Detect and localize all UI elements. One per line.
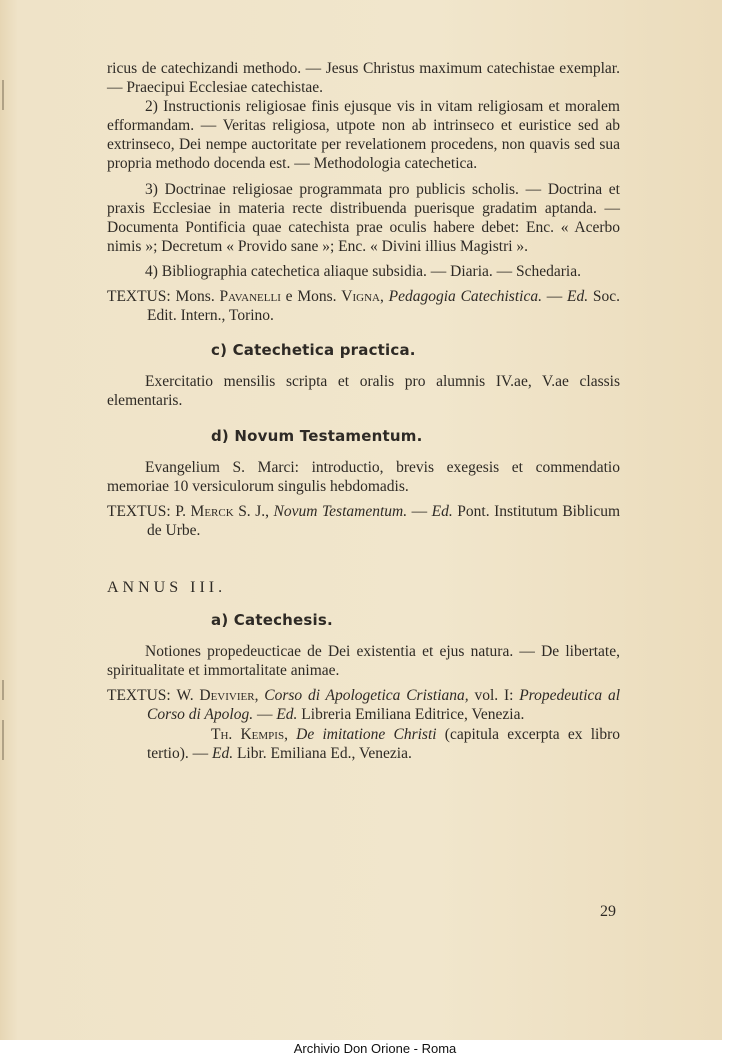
page-edge-mark <box>2 80 4 110</box>
section-heading-a: a) Catechesis. <box>211 611 333 630</box>
paragraph-1-continued: ricus de catechizandi methodo. — Jesus Christus maximum catechistae exemplar. — Praecipui Ecclesiae catechistae. <box>107 60 620 97</box>
year-heading: ANNUS III. <box>107 578 227 596</box>
paragraph-item-4: 4) Bibliographia catechetica aliaque subsidia. — Diaria. — Schedaria. <box>145 262 581 280</box>
paragraph-item-2: 2) Instructionis religiosae finis ejusque vis in vitam religiosam et moralem efformandam. — Veritas religiosa, utpote non ab intrinseco et euristice sed ab extrinseco, Dei nempe auctoritate per revelationem procedens, non quavis sed sua propria methodo docenda est. — Methodologia catechetica. <box>107 98 620 173</box>
section-heading-d: d) Novum Testamentum. <box>211 426 423 445</box>
page-number: 29 <box>600 903 616 920</box>
page-edge-mark <box>2 680 4 700</box>
archive-footer: Archivio Don Orione - Roma <box>0 1040 750 1057</box>
textus-reference-3: TEXTUS: W. Devivier, Corso di Apologetica Cristiana, vol. I: Propedeutica al Corso di Apolog. — Ed. Libreria Emiliana Editrice, Venezia. <box>107 687 620 724</box>
section-c-body: Exercitatio mensilis scripta et oralis pro alumnis IV.ae, V.ae classis elementaris. <box>107 373 620 410</box>
section-heading-c: c) Catechetica practica. <box>211 341 416 360</box>
textus-reference-4: Th. Kempis, De imitatione Christi (capitula excerpta ex libro tertio). — Ed. Libr. Emiliana Ed., Venezia. <box>147 725 620 762</box>
textus-reference-2: TEXTUS: P. Merck S. J., Novum Testamentum. — Ed. Pont. Institutum Biblicum de Urbe. <box>107 502 621 539</box>
body-text <box>107 59 620 763</box>
textus-reference-1: TEXTUS: Mons. Pavanelli e Mons. Vigna, Pedagogia Catechistica. — Ed. Soc. Edit. Intern., Torino. <box>107 288 621 325</box>
section-d-body: Evangelium S. Marci: introductio, brevis exegesis et commendatio memoriae 10 versiculorum singulis hebdomadis. <box>107 458 620 495</box>
page-edge-mark <box>2 720 4 760</box>
paragraph-item-3: 3) Doctrinae religiosae programmata pro publicis scholis. — Doctrina et praxis Ecclesiae in materia recte distribuenda puerisque gradatim aptanda. — Documenta Pontificia quae catechista prae oculis habere debet: Enc. « Acerbo nimis »; Decretum « Provido sane »; Enc. « Divini illius Magistri ». <box>107 180 620 255</box>
section-a-body: Notiones propedeucticae de Dei existentia et ejus natura. — De libertate, spiritualitate et immortalitate animae. <box>107 643 620 680</box>
